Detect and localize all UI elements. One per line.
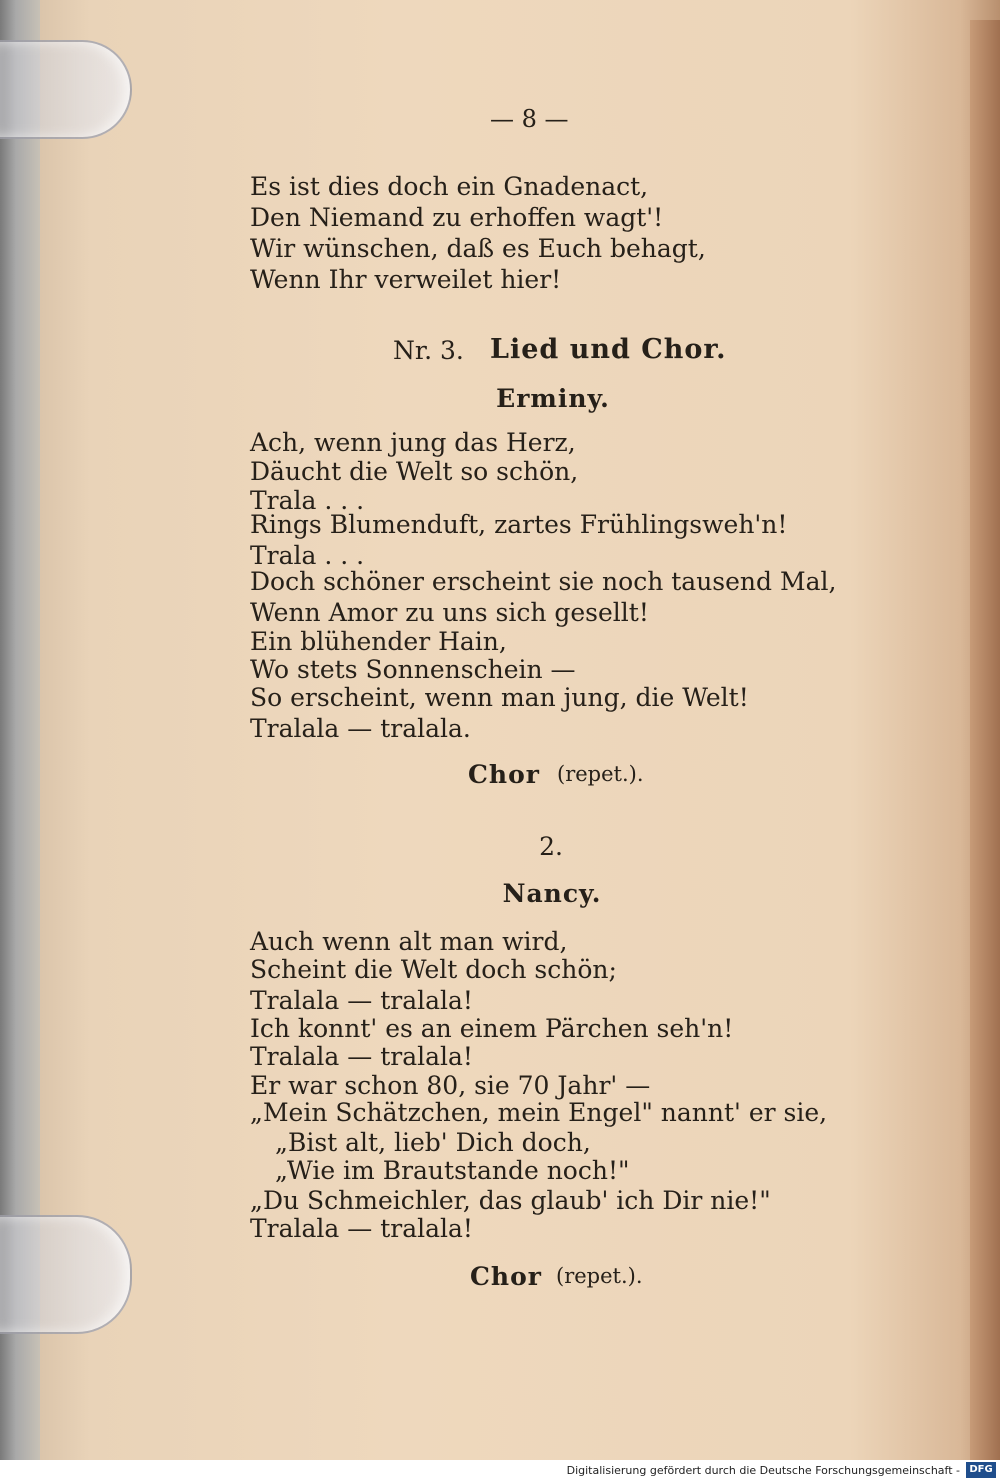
verse-line: Scheint die Welt doch schön; <box>250 955 617 984</box>
verse-line: Trala . . . <box>250 486 365 515</box>
dfg-logo: DFG <box>966 1462 996 1478</box>
intro-line: Wenn Ihr verweilet hier! <box>250 265 562 294</box>
intro-line: Den Niemand zu erhoffen wagt'! <box>250 203 664 232</box>
verse-number: 2. <box>539 832 563 861</box>
speaker-nancy: Nancy. <box>502 879 602 908</box>
verse-line: Tralala — tralala! <box>250 1042 473 1071</box>
verse-line: Ich konnt' es an einem Pärchen seh'n! <box>250 1014 734 1043</box>
page-clip-top <box>0 40 132 139</box>
section-number: Nr. 3. <box>393 336 464 365</box>
speaker-erminy: Erminy. <box>496 384 610 413</box>
verse-line: Ein blühender Hain, <box>250 627 507 656</box>
chorus-label: Chor <box>468 760 540 789</box>
verse-line: Wo stets Sonnenschein — <box>250 655 576 684</box>
verse-line: „Wie im Brautstande noch!" <box>275 1156 630 1185</box>
page-clip-bottom <box>0 1215 132 1334</box>
verse-line: Tralala — tralala! <box>250 1214 473 1243</box>
verse-line: Doch schöner erscheint sie noch tausend Mal, <box>250 567 837 596</box>
verse-line: So erscheint, wenn man jung, die Welt! <box>250 683 749 712</box>
verse-line: Rings Blumenduft, zartes Frühlingsweh'n! <box>250 510 788 539</box>
verse-line: Ach, wenn jung das Herz, <box>250 428 576 457</box>
chorus-label: Chor <box>470 1262 542 1291</box>
page-number: — 8 — <box>490 105 569 133</box>
next-page-edge <box>970 20 1000 1460</box>
chorus-note: (repet.). <box>556 1264 643 1288</box>
verse-line: Trala . . . <box>250 541 365 570</box>
verse-line: Wenn Amor zu uns sich gesellt! <box>250 598 649 627</box>
verse-line: Auch wenn alt man wird, <box>250 927 568 956</box>
section-title: Lied und Chor. <box>490 334 727 365</box>
intro-line: Es ist dies doch ein Gnadenact, <box>250 172 649 201</box>
footer-bar <box>0 1460 1000 1481</box>
verse-line: Tralala — tralala! <box>250 986 473 1015</box>
verse-line: „Mein Schätzchen, mein Engel" nannt' er sie, <box>250 1098 828 1127</box>
chorus-note: (repet.). <box>557 762 644 786</box>
verse-line: Däucht die Welt so schön, <box>250 457 579 486</box>
verse-line: „Bist alt, lieb' Dich doch, <box>275 1128 591 1157</box>
verse-line: „Du Schmeichler, das glaub' ich Dir nie!" <box>250 1186 771 1215</box>
verse-line: Er war schon 80, sie 70 Jahr' — <box>250 1071 651 1100</box>
verse-line: Tralala — tralala. <box>250 714 471 743</box>
intro-line: Wir wünschen, daß es Euch behagt, <box>250 234 706 263</box>
funding-notice: Digitalisierung gefördert durch die Deutsche Forschungsgemeinschaft - <box>566 1464 960 1477</box>
